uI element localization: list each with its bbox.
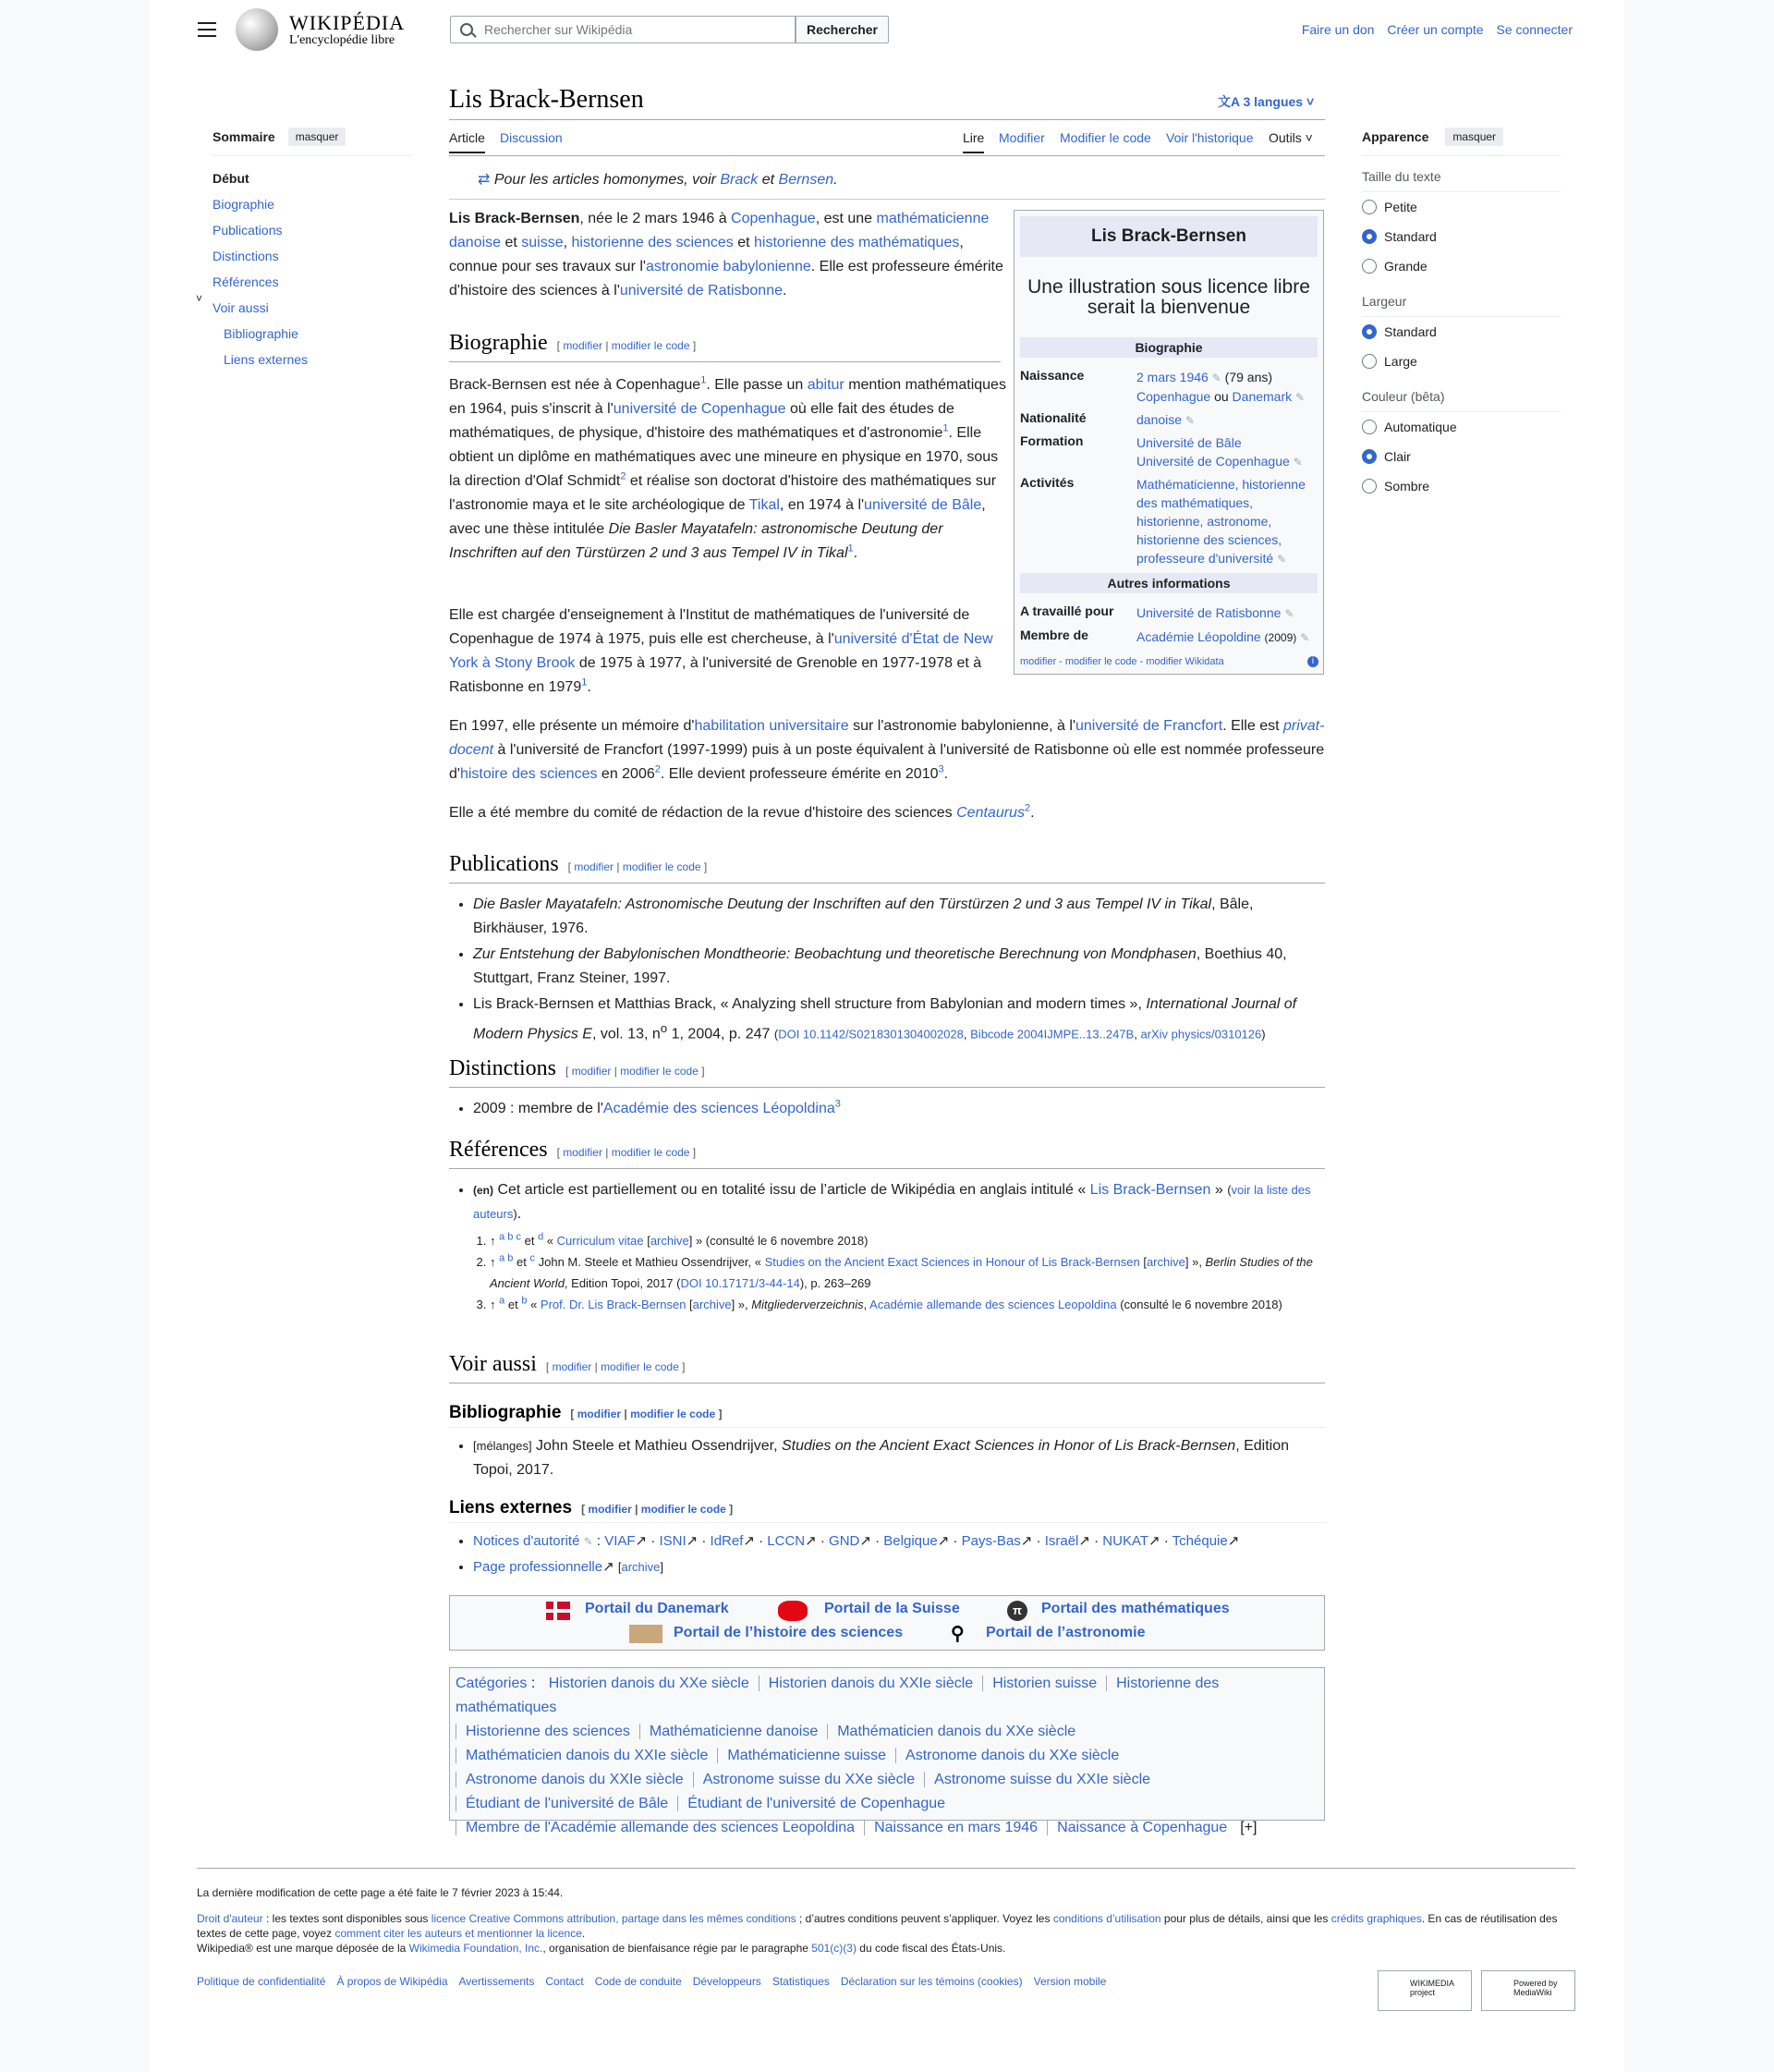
text-size-label: Taille du texte — [1362, 169, 1561, 192]
category-link[interactable]: Mathématicienne danoise — [639, 1724, 827, 1739]
portal-link[interactable]: Portail du Danemark — [585, 1601, 729, 1616]
link[interactable]: Université de Bâle — [1136, 435, 1242, 450]
last-modified: La dernière modification de cette page a été faite le 7 février 2023 à 15:44. — [197, 1886, 564, 1899]
donate-link[interactable]: Faire un don — [1301, 22, 1375, 37]
radio-text-large[interactable]: Grande — [1362, 251, 1561, 281]
color-label: Couleur (bêta) — [1362, 389, 1561, 412]
toc-item[interactable]: Références — [213, 274, 279, 289]
section-heading-references: Références [ modifier | modifier le code ] — [449, 1138, 1325, 1169]
section-heading-biographie: Biographie [ modifier | modifier le code ] — [449, 331, 1001, 362]
tab-discussion[interactable]: Discussion — [500, 130, 563, 145]
toc-item[interactable]: Biographie — [213, 197, 274, 212]
radio-width-large[interactable]: Large — [1362, 347, 1561, 376]
toc-item[interactable]: Liens externes — [224, 352, 309, 367]
categories-expand[interactable]: [+] — [1240, 1820, 1258, 1835]
edit-code-link[interactable]: modifier le code — [611, 1146, 690, 1159]
radio-color-auto[interactable]: Automatique — [1362, 412, 1561, 442]
footer-link[interactable]: À propos de Wikipédia — [336, 1975, 448, 1988]
footer-link[interactable]: Politique de confidentialité — [197, 1975, 326, 1988]
toc-item[interactable]: Voir aussi — [213, 300, 269, 315]
infobox-edit-links[interactable]: modifier - modifier le code - modifier Wikidata — [1020, 656, 1224, 667]
portal-link[interactable]: Portail des mathématiques — [1041, 1601, 1230, 1616]
link[interactable]: Académie Léopoldine — [1136, 629, 1261, 644]
translate-icon: 文A — [1218, 94, 1244, 109]
category-link[interactable]: Naissance à Copenhague — [1047, 1820, 1236, 1835]
footer-link[interactable]: Développeurs — [692, 1975, 761, 1988]
category-link[interactable]: Astronome suisse du XXe siècle — [693, 1772, 924, 1787]
radio-text-standard[interactable]: Standard — [1362, 222, 1561, 251]
wordmark[interactable]: WIKIPÉDIA — [289, 11, 406, 34]
language-button[interactable]: 文A 3 langues ˅ — [1218, 94, 1315, 109]
infobox-label: A travaillé pour — [1020, 603, 1114, 618]
references-list: • (en) Cet article est partiellement ou en totalité issu de l’article de Wikipédia en anglais intitulé « Lis Brack-Bernsen » (voir la liste des auteurs). 1. ↑ $^{a b c}$ et $^d$ « Curriculum vitae [archive] » (consulté le 6 novembre 2018) 2. ↑ $^{a b}$ et $^c$ John M. Steele et Mathieu Ossendrijver, « Studies on the Ancient Exact Sciences in Honour of Lis Brack-Bernsen [archive] », Berlin Studies of the Ancient World, Edition Topoi, 2017 (DOI 10.17171/3-44-14), p. 263–269 3. ↑ $^a$ et $^b$ « Prof. Dr. Lis Brack-Bernsen [archive] », Mitgliederverzeichnis, Académie allemande des sciences Leopoldina (consulté le 6 novembre 2018) — [449, 1178, 1325, 1315]
category-link[interactable]: Astronome suisse du XXIe siècle — [924, 1772, 1160, 1787]
radio-color-dark[interactable]: Sombre — [1362, 471, 1561, 501]
width-label: Largeur — [1362, 294, 1561, 317]
link[interactable]: historienne, astronome, — [1136, 514, 1272, 529]
tab-history[interactable]: Voir l'historique — [1166, 130, 1254, 145]
switzerland-map-icon — [778, 1601, 808, 1621]
link[interactable]: professeure d'université — [1136, 551, 1274, 566]
toc-title: Sommaire — [213, 129, 275, 144]
infobox-section-other: Autres informations — [1020, 573, 1318, 593]
link[interactable]: des mathématiques, — [1136, 495, 1254, 510]
publications-list: • Die Basler Mayatafeln: Astronomische Deutung der Inschriften auf den Türstürzen 2 und 3 aus Tempel IV in Tikal, Bâle, Birkhäuser, 1976. • Zur Entstehung der Babylonischen Mondtheorie: Beobachtung und theoretische Berechnung von Mondphasen, Boethius 40, Stuttgart, Franz Steiner, 1997. • Lis Brack-Bernsen et Matthias Brack, « Analyzing shell structure from Babylonian and modern times », International Journal of Modern Physics E, vol. 13, $n^o$ 1, 2004, p. 247 (DOI 10.1142/S0218301304002028, Bibcode 2004IJMPE..13..247B, arXiv physics/0310126) — [449, 893, 1325, 1048]
infobox-label: Activités — [1020, 475, 1075, 490]
edit-code-link[interactable]: modifier le code — [630, 1408, 716, 1420]
footer-link[interactable]: Déclaration sur les témoins (cookies) — [840, 1975, 1023, 1988]
link[interactable]: Danemark — [1232, 389, 1293, 404]
edit-code-link[interactable]: modifier le code — [640, 1503, 726, 1516]
history-science-icon — [629, 1625, 662, 1643]
toc-hide-button[interactable]: masquer — [288, 128, 346, 146]
edit-link[interactable]: modifier — [574, 860, 614, 873]
edit-link[interactable]: modifier — [552, 1360, 592, 1373]
edit-link[interactable]: modifier — [563, 339, 602, 352]
external-links-list: • Notices d'autorité ✎ : VIAF↗ · ISNI↗ · IdRef↗ · LCCN↗ · GND↗ · Belgique↗ · Pays-Bas↗ · Israël↗ · NUKAT↗ · Tchéquie↗ • Page professionnelle↗ [archive] — [449, 1530, 1325, 1581]
bibliography-list: • [mélanges] John Steele et Mathieu Ossendrijver, Studies on the Ancient Exact Sciences in Honor of Lis Brack-Bernsen, Edition Topoi, 2017. — [449, 1434, 1325, 1484]
portal-link[interactable]: Portail de l’astronomie — [986, 1625, 1146, 1640]
category-link[interactable]: Historien danois du XXe siècle — [548, 1676, 749, 1691]
infobox-label: Nationalité — [1020, 410, 1087, 425]
edit-link[interactable]: modifier — [588, 1503, 632, 1516]
infobox-placeholder: Une illustration sous licence libre serait la bienvenue — [1027, 276, 1310, 318]
intro-paragraph: Lis Brack-Bernsen, née le 2 mars 1946 à Copenhague, est une mathématicienne danoise et suisse, historienne des sciences et historienne des mathématiques, connue pour ses travaux sur l'astronomie babylonienne. Elle est professeure émérite d'histoire des sciences à l'université de Ratisbonne. — [449, 211, 1003, 299]
category-link[interactable]: Astronome danois du XXe siècle — [895, 1748, 1128, 1763]
footer-link[interactable]: Version mobile — [1033, 1975, 1107, 1988]
info-icon[interactable]: i — [1307, 656, 1318, 667]
toc-item[interactable]: Publications — [213, 223, 283, 238]
wikipedia-logo[interactable] — [236, 8, 278, 51]
tab-tools[interactable]: Outils ˅ — [1269, 130, 1313, 145]
link[interactable]: Université de Copenhague — [1136, 454, 1290, 469]
category-link[interactable]: Mathématicien danois du XXIe siècle — [456, 1748, 717, 1763]
appearance-panel — [1362, 128, 1561, 501]
search-button[interactable]: Rechercher — [796, 16, 889, 43]
distinctions-list: • 2009 : membre de l'Académie des sciences Léopoldina$^3$ — [449, 1097, 1325, 1123]
portals-box — [449, 1595, 1325, 1651]
link[interactable]: Mathématicienne, historienne — [1136, 477, 1306, 492]
infobox-label: Membre de — [1020, 628, 1088, 642]
link[interactable]: historienne des sciences, — [1136, 532, 1282, 547]
edit-link[interactable]: modifier — [571, 1065, 612, 1078]
tab-read[interactable]: Lire — [963, 130, 984, 153]
denmark-flag-icon — [546, 1602, 570, 1620]
infobox-label: Naissance — [1020, 368, 1085, 383]
bio-paragraph-2: Elle est chargée d'enseignement à l'Institut de mathématiques de l'université de Copenhague de 1974 à 1975, puis elle est chercheuse, à l'université d'État de New York à Stony Brook de 1975 à 1977, à l'université de Grenoble en 1977-1978 et à Ratisbonne en 1979$^1$. — [449, 607, 993, 695]
footer-link[interactable]: Contact — [545, 1975, 584, 1988]
categories-box: Catégories : Historien danois du XXe siècle Historien danois du XXIe siècle Historien suisse Historienne des mathématiques Historienne des sciences Mathématicienne danoise Mathématicien danois du XXe siècle Mathématicien danois du XXIe siècle Mathématicienne suisse Astronome danois du XXe siècle Astronome danois du XXIe siècle Astronome suisse du XXe siècle Astronome suisse du XXIe siècle Étudiant de l'université de Bâle Étudiant de l'université de Copenhague Membre de l'Académie allemande des sciences Leopoldina Naissance en mars 1946 Naissance à Copenhague [+] — [449, 1667, 1325, 1821]
toc-item[interactable]: Début — [213, 171, 249, 186]
footer-link[interactable]: Statistiques — [772, 1975, 830, 1988]
link[interactable]: Bernsen — [778, 172, 834, 188]
section-heading-publications: Publications [ modifier | modifier le code ] — [449, 852, 1325, 884]
toc-item[interactable]: Distinctions — [213, 249, 279, 263]
wikimedia-badge[interactable]: WIKIMEDIA project — [1378, 1970, 1472, 2011]
category-link[interactable]: Historien suisse — [982, 1676, 1106, 1691]
category-link[interactable]: Naissance en mars 1946 — [864, 1820, 1047, 1835]
mediawiki-badge[interactable]: Powered by MediaWiki — [1481, 1970, 1575, 2011]
section-heading-bibliographie: Bibliographie [ modifier | modifier le code ] — [449, 1403, 1325, 1428]
section-heading-distinctions: Distinctions [ modifier | modifier le code ] — [449, 1056, 1325, 1088]
tagline: L'encyclopédie libre — [289, 33, 395, 47]
page-title: Lis Brack-Bernsen — [449, 85, 644, 114]
category-link[interactable]: Astronome danois du XXIe siècle — [456, 1772, 693, 1787]
category-link[interactable]: Historienne des sciences — [456, 1724, 639, 1739]
portal-link[interactable]: Portail de l’histoire des sciences — [674, 1625, 904, 1640]
radio-width-standard[interactable]: Standard — [1362, 317, 1561, 347]
category-link[interactable]: Étudiant de l'université de Bâle — [456, 1796, 677, 1811]
edit-link[interactable]: modifier — [563, 1146, 602, 1159]
toc-item[interactable]: Bibliographie — [224, 326, 298, 341]
tab-article[interactable]: Article — [449, 130, 485, 153]
radio-color-light[interactable]: Clair — [1362, 442, 1561, 471]
tab-edit-code[interactable]: Modifier le code — [1060, 130, 1151, 145]
search-icon — [460, 23, 473, 36]
link[interactable]: danoise — [1136, 412, 1183, 427]
footer-link[interactable]: Code de conduite — [594, 1975, 682, 1988]
category-link[interactable]: Mathématicienne suisse — [717, 1748, 895, 1763]
infobox: Lis Brack-Bernsen Une illustration sous licence libre serait la bienvenue Biographie Naissance 2 mars 1946 ✎ (79 ans) Copenhague ou Danemark ✎ Nationalité danoise ✎ Formation Université de Bâle Université de Copenhague ✎ Activités Mathématicienne, historienne des mathématiques, historienne, astronome, historienne des sciences, professeure d'université ✎ Autres informations A travaillé pour Université de Ratisbonne ✎ Membre de Académie Léopoldine (2009) ✎ modifier - modifier le code - modifier Wikidata i — [1014, 210, 1324, 675]
edit-code-link[interactable]: modifier le code — [611, 339, 690, 352]
infobox-title: Lis Brack-Bernsen — [1020, 216, 1318, 257]
radio-text-small[interactable]: Petite — [1362, 192, 1561, 222]
category-link[interactable]: Membre de l'Académie allemande des sciences Leopoldina — [456, 1820, 864, 1835]
telescope-icon: ⚲ — [951, 1624, 965, 1644]
pi-icon: π — [1007, 1601, 1027, 1621]
main-menu-icon[interactable] — [198, 22, 216, 37]
section-heading-voir-aussi: Voir aussi [ modifier | modifier le code ] — [449, 1352, 1325, 1383]
portal-link[interactable]: Portail de la Suisse — [824, 1601, 960, 1616]
login-link[interactable]: Se connecter — [1496, 22, 1573, 37]
link[interactable]: Brack — [720, 172, 759, 188]
license-text: Droit d'auteur : les textes sont disponibles sous licence Creative Commons attribution, partage dans les mêmes conditions ; d’autres conditions peuvent s’appliquer. Voyez les conditions d’utilisation pour plus de détails, ainsi que les crédits graphiques. En cas de réutilisation des textes de cette page, voyez comment citer les auteurs et mentionner la licence. Wikipedia® est une marque déposée de la Wikimedia Foundation, Inc., organisation de bienfaisance régie par le paragraphe 501(c)(3) du code fiscal des États-Unis. — [197, 1912, 1558, 1955]
footer-link[interactable]: Avertissements — [458, 1975, 535, 1988]
link[interactable]: 2 mars 1946 — [1136, 370, 1209, 384]
appearance-hide-button[interactable]: masquer — [1445, 128, 1503, 146]
edit-code-link[interactable]: modifier le code — [601, 1360, 679, 1373]
tab-edit[interactable]: Modifier — [999, 130, 1045, 145]
personal-links — [1293, 22, 1573, 37]
edit-link[interactable]: modifier — [577, 1408, 622, 1420]
categories-label[interactable]: Catégories — [456, 1676, 528, 1691]
hatnote: ⇄ Pour les articles homonymes, voir Brack et Bernsen. — [478, 172, 838, 188]
appearance-title: Apparence — [1362, 129, 1429, 144]
category-link[interactable]: Historien danois du XXIe siècle — [759, 1676, 982, 1691]
infobox-label: Formation — [1020, 433, 1084, 448]
section-heading-liens-externes: Liens externes [ modifier | modifier le code ] — [449, 1498, 1325, 1523]
bio-paragraph-4: Elle a été membre du comité de rédaction de la revue d'histoire des sciences Centaurus$^2$. — [449, 802, 1035, 821]
category-link[interactable]: Historienne des mathématiques — [456, 1676, 1220, 1715]
infobox-section-bio: Biographie — [1020, 337, 1318, 358]
edit-code-link[interactable]: modifier le code — [622, 860, 701, 873]
footer-links — [197, 1974, 1575, 1989]
table-of-contents — [213, 128, 412, 372]
category-link[interactable]: Étudiant de l'université de Copenhague — [677, 1796, 954, 1811]
create-account-link[interactable]: Créer un compte — [1387, 22, 1484, 37]
link[interactable]: Copenhague — [1136, 389, 1211, 404]
bio-paragraph-3: En 1997, elle présente un mémoire d'habilitation universitaire sur l'astronomie babylonienne, à l'université de Francfort. Elle est privat-docent à l'université de Francfort (1997-1999) puis à un poste équivalent à l'université de Ratisbonne où elle est nommée professeure d'histoire des sciences en 2006$^2$. Elle devient professeure émérite en 2010$^3$. — [449, 718, 1325, 782]
link[interactable]: Université de Ratisbonne — [1136, 605, 1282, 620]
category-link[interactable]: Mathématicien danois du XXe siècle — [827, 1724, 1085, 1739]
bio-paragraph-1: Brack-Bernsen est née à Copenhague$^1$. Elle passe un abitur mention mathématiques en 1964, puis s'inscrit à l'université de Copenhague où elle fait des études de mathématiques, de physique, d'histoire des mathématiques et d'astronomie$^1$. Elle obtient un diplôme en mathématiques avec une mineure en physique en 1970, sous la direction d'Olaf Schmidt$^2$ et réalise son doctorat d'histoire des mathématiques sur l'astronomie maya et le site archéologique de Tikal, en 1974 à l'université de Bâle, avec une thèse intitulée Die Basler Mayatafeln: astronomische Deutung der Inschriften auf den Türstürzen 2 und 3 aus Tempel IV in Tikal$^1$. — [449, 374, 1006, 561]
edit-code-link[interactable]: modifier le code — [620, 1065, 699, 1078]
search-input[interactable]: Rechercher sur Wikipédia — [450, 16, 796, 43]
disambiguation-icon: ⇄ — [478, 172, 494, 188]
chevron-down-icon[interactable]: ˅ — [196, 292, 203, 305]
